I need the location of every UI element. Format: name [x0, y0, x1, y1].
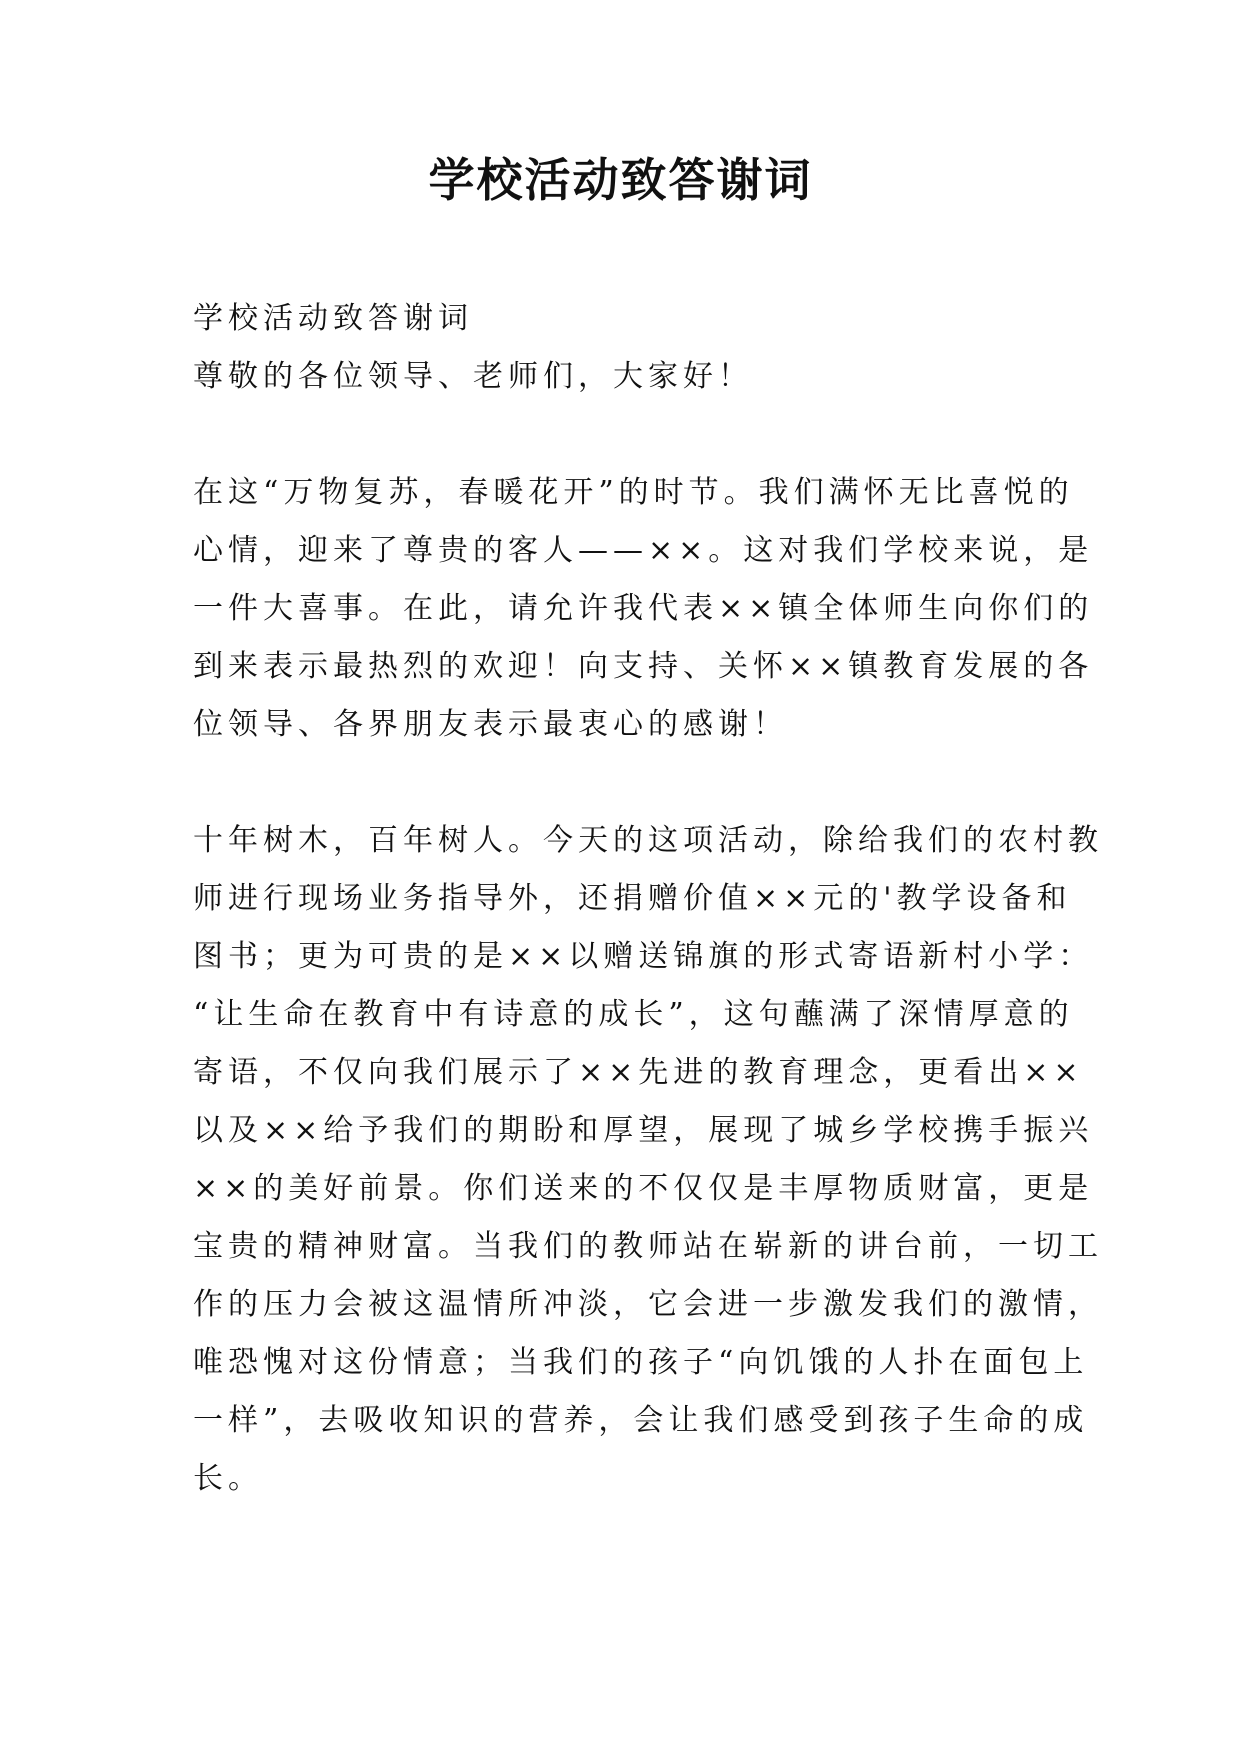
document-title: 学校活动致答谢词 [428, 153, 813, 207]
text-line: 师进行现场业务指导外，还捐赠价值××元的'教学设备和 [193, 881, 1072, 916]
paragraph-spacer [193, 406, 1063, 464]
text-line: ××的美好前景。你们送来的不仅仅是丰厚物质财富，更是 [193, 1171, 1094, 1206]
text-line: 一样”，去吸收知识的营养，会让我们感受到孩子生命的成 [193, 1403, 1089, 1438]
text-line: 寄语，不仅向我们展示了××先进的教育理念，更看出×× [193, 1055, 1084, 1090]
text-line: 一件大喜事。在此，请允许我代表××镇全体师生向你们的 [193, 591, 1094, 626]
text-line: 心情，迎来了尊贵的客人——××。这对我们学校来说，是 [193, 533, 1094, 568]
document-subtitle: 学校活动致答谢词 [193, 301, 473, 336]
paragraph-2 [193, 812, 1103, 1508]
text-line: 到来表示最热烈的欢迎！向支持、关怀××镇教育发展的各 [193, 649, 1094, 684]
text-line: 唯恐愧对这份情意；当我们的孩子“向饥饿的人扑在面包上 [193, 1345, 1089, 1380]
text-line: “让生命在教育中有诗意的成长”，这句蘸满了深情厚意的 [193, 997, 1074, 1032]
text-line: 十年树木，百年树人。今天的这项活动，除给我们的农村教 [193, 823, 1103, 858]
text-line: 在这“万物复苏，春暖花开”的时节。我们满怀无比喜悦的 [193, 475, 1074, 510]
text-line: 位领导、各界朋友表示最衷心的感谢！ [193, 707, 788, 742]
text-line: 作的压力会被这温情所冲淡，它会进一步激发我们的激情， [193, 1287, 1103, 1322]
document-body [193, 290, 1103, 1508]
text-line: 宝贵的精神财富。当我们的教师站在崭新的讲台前，一切工 [193, 1229, 1103, 1264]
paragraph-spacer [193, 754, 1063, 812]
greeting-line: 尊敬的各位领导、老师们，大家好！ [193, 359, 753, 394]
text-line: 长。 [193, 1461, 263, 1496]
paragraph-1 [193, 464, 1094, 754]
text-line: 以及××给予我们的期盼和厚望，展现了城乡学校携手振兴 [193, 1113, 1094, 1148]
text-line: 图书；更为可贵的是××以赠送锦旗的形式寄语新村小学： [193, 939, 1094, 974]
